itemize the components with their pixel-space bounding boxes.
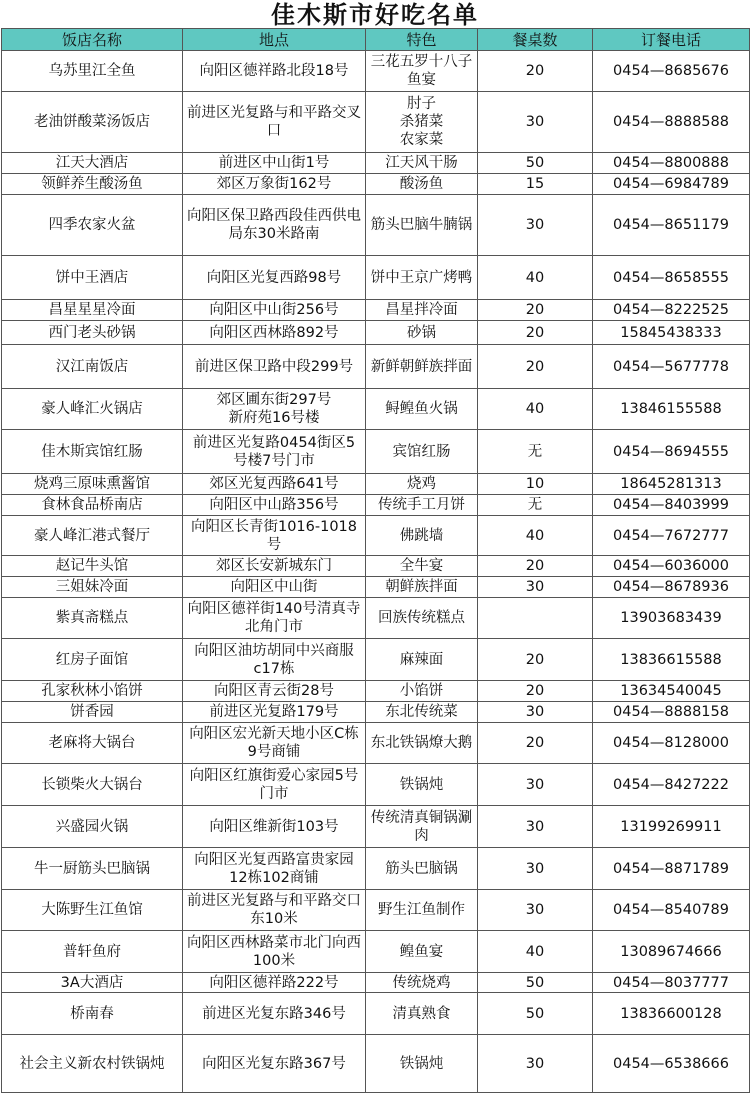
cell-address: 向阳区光复西路98号 bbox=[183, 256, 366, 300]
table-row bbox=[2, 256, 750, 300]
cell-feature: 铁锅炖 bbox=[366, 1035, 478, 1093]
table-row bbox=[2, 931, 750, 973]
cell-tables: 30 bbox=[478, 195, 593, 256]
cell-tables: 20 bbox=[478, 639, 593, 681]
column-header-phone: 订餐电话 bbox=[593, 29, 750, 51]
column-header-feature: 特色 bbox=[366, 29, 478, 51]
cell-tables: 20 bbox=[478, 556, 593, 577]
cell-tables: 15 bbox=[478, 174, 593, 195]
table-row bbox=[2, 1035, 750, 1093]
cell-feature: 鲟鳇鱼火锅 bbox=[366, 389, 478, 430]
cell-address: 郊区光复西路641号 bbox=[183, 474, 366, 495]
cell-phone: 0454—6538666 bbox=[593, 1035, 750, 1093]
cell-tables: 50 bbox=[478, 153, 593, 174]
cell-phone: 13199269911 bbox=[593, 806, 750, 848]
cell-feature: 新鲜朝鲜族拌面 bbox=[366, 345, 478, 389]
cell-address: 向阳区保卫路西段佳西供电局东30米路南 bbox=[183, 195, 366, 256]
cell-tables: 30 bbox=[478, 702, 593, 723]
cell-name: 赵记牛头馆 bbox=[2, 556, 183, 577]
cell-feature: 饼中王京广烤鸭 bbox=[366, 256, 478, 300]
cell-name: 三姐妹冷面 bbox=[2, 577, 183, 598]
cell-feature: 烧鸡 bbox=[366, 474, 478, 495]
cell-name: 社会主义新农村铁锅炖 bbox=[2, 1035, 183, 1093]
cell-address: 前进区保卫路中段299号 bbox=[183, 345, 366, 389]
cell-name: 豪人峰汇港式餐厅 bbox=[2, 516, 183, 556]
cell-name: 西门老头砂锅 bbox=[2, 321, 183, 345]
table-row bbox=[2, 556, 750, 577]
cell-phone: 0454—8540789 bbox=[593, 890, 750, 931]
cell-name: 饼中王酒店 bbox=[2, 256, 183, 300]
cell-phone: 0454—8694555 bbox=[593, 430, 750, 474]
table-row bbox=[2, 389, 750, 430]
cell-address: 向阳区中山街 bbox=[183, 577, 366, 598]
table-row bbox=[2, 51, 750, 92]
cell-tables: 50 bbox=[478, 973, 593, 993]
cell-name: 兴盛园火锅 bbox=[2, 806, 183, 848]
table-row bbox=[2, 300, 750, 321]
header-row bbox=[2, 29, 750, 51]
cell-feature: 筋头巴脑锅 bbox=[366, 848, 478, 890]
column-header-address: 地点 bbox=[183, 29, 366, 51]
cell-phone: 0454—8222525 bbox=[593, 300, 750, 321]
cell-tables: 无 bbox=[478, 495, 593, 516]
cell-address: 前进区光复路179号 bbox=[183, 702, 366, 723]
cell-tables: 40 bbox=[478, 256, 593, 300]
cell-address: 向阳区维新街103号 bbox=[183, 806, 366, 848]
cell-feature: 肘子 杀猪菜 农家菜 bbox=[366, 92, 478, 153]
column-header-name: 饭店名称 bbox=[2, 29, 183, 51]
cell-phone: 0454—6984789 bbox=[593, 174, 750, 195]
cell-feature: 三花五罗十八子鱼宴 bbox=[366, 51, 478, 92]
cell-feature: 东北铁锅燎大鹅 bbox=[366, 723, 478, 764]
cell-tables: 30 bbox=[478, 890, 593, 931]
cell-address: 向阳区中山街256号 bbox=[183, 300, 366, 321]
cell-name: 长锁柴火大锅台 bbox=[2, 764, 183, 806]
cell-address: 向阳区光复西路富贵家园12栋102商铺 bbox=[183, 848, 366, 890]
cell-name: 普轩鱼府 bbox=[2, 931, 183, 973]
cell-address: 向阳区西林路892号 bbox=[183, 321, 366, 345]
cell-phone: 0454—6036000 bbox=[593, 556, 750, 577]
cell-name: 汉江南饭店 bbox=[2, 345, 183, 389]
cell-address: 向阳区长青街1016-1018号 bbox=[183, 516, 366, 556]
cell-tables: 30 bbox=[478, 1035, 593, 1093]
cell-phone: 0454—5677778 bbox=[593, 345, 750, 389]
cell-name: 江天大酒店 bbox=[2, 153, 183, 174]
cell-phone: 0454—8427222 bbox=[593, 764, 750, 806]
cell-phone: 0454—8403999 bbox=[593, 495, 750, 516]
table-row bbox=[2, 723, 750, 764]
cell-name: 领鲜养生酸汤鱼 bbox=[2, 174, 183, 195]
cell-feature: 传统清真铜锅涮肉 bbox=[366, 806, 478, 848]
cell-feature: 砂锅 bbox=[366, 321, 478, 345]
cell-tables: 20 bbox=[478, 51, 593, 92]
cell-tables: 30 bbox=[478, 806, 593, 848]
cell-tables: 30 bbox=[478, 848, 593, 890]
cell-feature: 佛跳墙 bbox=[366, 516, 478, 556]
table-row bbox=[2, 577, 750, 598]
cell-phone: 0454—8871789 bbox=[593, 848, 750, 890]
table-row bbox=[2, 495, 750, 516]
cell-tables: 20 bbox=[478, 681, 593, 702]
cell-feature: 传统烧鸡 bbox=[366, 973, 478, 993]
cell-phone: 18645281313 bbox=[593, 474, 750, 495]
table-row bbox=[2, 973, 750, 993]
table-body bbox=[2, 51, 750, 1093]
cell-feature: 清真熟食 bbox=[366, 993, 478, 1035]
table-row bbox=[2, 993, 750, 1035]
cell-address: 向阳区德祥街140号清真寺北角门市 bbox=[183, 598, 366, 639]
cell-feature: 全牛宴 bbox=[366, 556, 478, 577]
cell-phone: 13846155588 bbox=[593, 389, 750, 430]
cell-feature: 酸汤鱼 bbox=[366, 174, 478, 195]
cell-phone: 0454—8651179 bbox=[593, 195, 750, 256]
cell-phone: 13836600128 bbox=[593, 993, 750, 1035]
cell-address: 前进区光复路0454街区5号楼7号门市 bbox=[183, 430, 366, 474]
cell-feature: 朝鲜族拌面 bbox=[366, 577, 478, 598]
cell-phone: 0454—8888588 bbox=[593, 92, 750, 153]
table-row bbox=[2, 702, 750, 723]
table-row bbox=[2, 321, 750, 345]
cell-phone: 13903683439 bbox=[593, 598, 750, 639]
table-row bbox=[2, 345, 750, 389]
cell-feature: 小馅饼 bbox=[366, 681, 478, 702]
cell-tables: 40 bbox=[478, 389, 593, 430]
cell-feature: 宾馆红肠 bbox=[366, 430, 478, 474]
cell-address: 前进区光复东路346号 bbox=[183, 993, 366, 1035]
table-row bbox=[2, 474, 750, 495]
cell-name: 牛一厨筋头巴脑锅 bbox=[2, 848, 183, 890]
cell-phone: 0454—7672777 bbox=[593, 516, 750, 556]
cell-tables: 20 bbox=[478, 300, 593, 321]
cell-address: 向阳区中山路356号 bbox=[183, 495, 366, 516]
table-row bbox=[2, 890, 750, 931]
table-row bbox=[2, 153, 750, 174]
cell-feature: 回族传统糕点 bbox=[366, 598, 478, 639]
cell-name: 老麻将大锅台 bbox=[2, 723, 183, 764]
table-row bbox=[2, 598, 750, 639]
cell-address: 向阳区西林路菜市北门向西100米 bbox=[183, 931, 366, 973]
cell-phone: 15845438333 bbox=[593, 321, 750, 345]
cell-tables: 40 bbox=[478, 516, 593, 556]
cell-address: 前进区中山街1号 bbox=[183, 153, 366, 174]
cell-address: 向阳区红旗街爱心家园5号门市 bbox=[183, 764, 366, 806]
table-row bbox=[2, 92, 750, 153]
cell-tables: 20 bbox=[478, 345, 593, 389]
cell-name: 烧鸡三原味熏酱馆 bbox=[2, 474, 183, 495]
cell-tables: 20 bbox=[478, 321, 593, 345]
table-row bbox=[2, 516, 750, 556]
table-row bbox=[2, 174, 750, 195]
cell-name: 豪人峰汇火锅店 bbox=[2, 389, 183, 430]
table-row bbox=[2, 681, 750, 702]
cell-feature: 铁锅炖 bbox=[366, 764, 478, 806]
cell-tables: 10 bbox=[478, 474, 593, 495]
cell-tables: 20 bbox=[478, 723, 593, 764]
cell-tables: 30 bbox=[478, 92, 593, 153]
cell-phone: 0454—8037777 bbox=[593, 973, 750, 993]
cell-feature: 筋头巴脑牛腩锅 bbox=[366, 195, 478, 256]
cell-address: 郊区长安新城东门 bbox=[183, 556, 366, 577]
column-header-tables: 餐桌数 bbox=[478, 29, 593, 51]
cell-address: 向阳区青云街28号 bbox=[183, 681, 366, 702]
cell-address: 向阳区油坊胡同中兴商服c17栋 bbox=[183, 639, 366, 681]
cell-tables: 无 bbox=[478, 430, 593, 474]
cell-tables: 40 bbox=[478, 931, 593, 973]
cell-name: 饼香园 bbox=[2, 702, 183, 723]
cell-address: 向阳区德祥路222号 bbox=[183, 973, 366, 993]
cell-tables: 30 bbox=[478, 577, 593, 598]
cell-phone: 0454—8658555 bbox=[593, 256, 750, 300]
cell-phone: 13836615588 bbox=[593, 639, 750, 681]
cell-name: 大陈野生江鱼馆 bbox=[2, 890, 183, 931]
cell-tables: 30 bbox=[478, 764, 593, 806]
table-row bbox=[2, 764, 750, 806]
cell-feature: 麻辣面 bbox=[366, 639, 478, 681]
cell-name: 3A大酒店 bbox=[2, 973, 183, 993]
table-row bbox=[2, 848, 750, 890]
cell-name: 乌苏里江全鱼 bbox=[2, 51, 183, 92]
cell-address: 前进区光复路与和平路交叉口 bbox=[183, 92, 366, 153]
cell-name: 红房子面馆 bbox=[2, 639, 183, 681]
table-row bbox=[2, 806, 750, 848]
cell-name: 孔家秋林小馅饼 bbox=[2, 681, 183, 702]
cell-phone: 13089674666 bbox=[593, 931, 750, 973]
table-row bbox=[2, 195, 750, 256]
cell-feature: 江天风干肠 bbox=[366, 153, 478, 174]
cell-address: 向阳区光复东路367号 bbox=[183, 1035, 366, 1093]
cell-phone: 0454—8800888 bbox=[593, 153, 750, 174]
cell-name: 佳木斯宾馆红肠 bbox=[2, 430, 183, 474]
cell-address: 郊区万象街162号 bbox=[183, 174, 366, 195]
restaurant-table bbox=[1, 28, 750, 1093]
cell-phone: 0454—8678936 bbox=[593, 577, 750, 598]
table-row bbox=[2, 639, 750, 681]
cell-address: 前进区光复路与和平路交口东10米 bbox=[183, 890, 366, 931]
cell-name: 桥南春 bbox=[2, 993, 183, 1035]
table-row bbox=[2, 430, 750, 474]
cell-name: 紫真斋糕点 bbox=[2, 598, 183, 639]
cell-phone: 0454—8128000 bbox=[593, 723, 750, 764]
cell-feature: 鳇鱼宴 bbox=[366, 931, 478, 973]
cell-name: 食林食品桥南店 bbox=[2, 495, 183, 516]
cell-address: 郊区圃东街297号 新府苑16号楼 bbox=[183, 389, 366, 430]
cell-feature: 昌星拌冷面 bbox=[366, 300, 478, 321]
cell-tables: 50 bbox=[478, 993, 593, 1035]
cell-phone: 0454—8685676 bbox=[593, 51, 750, 92]
cell-phone: 0454—8888158 bbox=[593, 702, 750, 723]
cell-address: 向阳区宏光新天地小区C栋9号商铺 bbox=[183, 723, 366, 764]
cell-phone: 13634540045 bbox=[593, 681, 750, 702]
cell-name: 四季农家火盆 bbox=[2, 195, 183, 256]
cell-name: 老油饼酸菜汤饭店 bbox=[2, 92, 183, 153]
cell-feature: 野生江鱼制作 bbox=[366, 890, 478, 931]
cell-feature: 东北传统菜 bbox=[366, 702, 478, 723]
cell-address: 向阳区德祥路北段18号 bbox=[183, 51, 366, 92]
cell-tables bbox=[478, 598, 593, 639]
cell-feature: 传统手工月饼 bbox=[366, 495, 478, 516]
cell-name: 昌星星星冷面 bbox=[2, 300, 183, 321]
page-title: 佳木斯市好吃名单 bbox=[271, 1, 479, 29]
